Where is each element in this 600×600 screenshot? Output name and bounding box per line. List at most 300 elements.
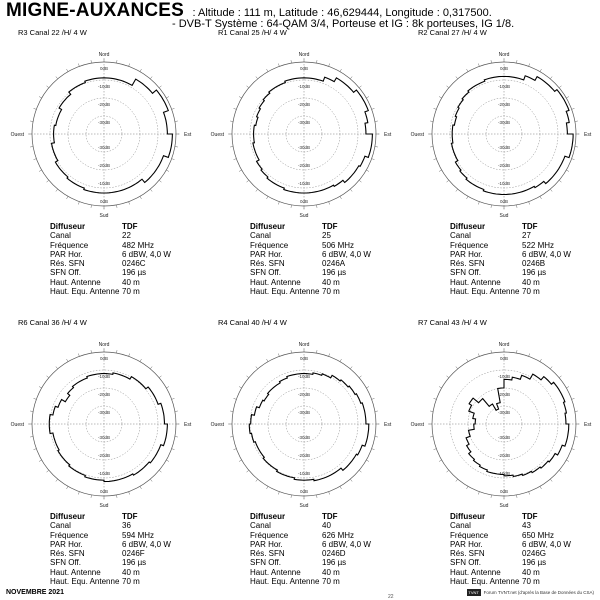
panel-r6 xyxy=(0,318,200,598)
ring-label: 0dB xyxy=(299,199,309,204)
info-value: TDF xyxy=(122,512,138,521)
tick-mark xyxy=(291,350,292,353)
info-value: 196 µs xyxy=(122,558,147,568)
site-coordinates: : Altitude : 111 m, Latitude : 46,629444, Longitude : 0,317500. xyxy=(192,7,492,19)
tick-mark xyxy=(78,492,79,495)
tick-mark xyxy=(30,437,33,438)
compass-label: Nord xyxy=(98,342,110,348)
tick-mark xyxy=(39,97,42,99)
tick-mark xyxy=(56,77,58,79)
tick-mark xyxy=(230,437,233,438)
ring-label: -10dB xyxy=(97,84,111,89)
transmitter-info xyxy=(250,222,371,296)
tick-mark xyxy=(140,359,142,362)
tick-mark xyxy=(234,108,237,109)
ring-label: -10dB xyxy=(97,471,111,476)
tick-mark xyxy=(529,202,530,205)
tick-mark xyxy=(150,77,152,79)
tick-mark xyxy=(340,359,342,362)
info-value: 70 m xyxy=(322,577,340,587)
info-key: Haut. Equ. Antenne xyxy=(450,577,520,587)
info-key: Fréquence xyxy=(450,240,489,250)
compass-label: Est xyxy=(184,422,192,428)
info-row xyxy=(50,250,171,259)
compass-label: Ouest xyxy=(10,132,24,138)
info-row xyxy=(250,540,371,549)
tick-mark xyxy=(430,147,433,148)
info-value: 70 m xyxy=(322,287,340,297)
tick-mark xyxy=(39,170,42,172)
tick-mark xyxy=(267,196,269,199)
info-value: TDF xyxy=(522,222,538,231)
info-row xyxy=(50,268,171,277)
tick-mark xyxy=(572,108,575,109)
ring-label: -10dB xyxy=(97,374,111,379)
info-key: Fréquence xyxy=(250,530,289,540)
compass-label: Ouest xyxy=(410,422,424,428)
info-row xyxy=(450,278,571,287)
ring-label: -20dB xyxy=(97,453,111,458)
info-value: 196 µs xyxy=(322,268,347,278)
transmitter-info xyxy=(250,512,371,586)
info-key: PAR Hor. xyxy=(250,539,283,549)
info-value: 43 xyxy=(522,521,531,531)
tick-mark xyxy=(566,97,569,99)
transmitter-info xyxy=(450,512,571,586)
info-value: 40 m xyxy=(122,277,140,287)
tick-mark xyxy=(372,449,375,450)
tick-mark xyxy=(375,147,378,148)
compass-label: Nord xyxy=(498,342,510,348)
tick-mark xyxy=(67,196,69,199)
tick-mark xyxy=(359,470,361,472)
radiation-pattern-chart xyxy=(200,34,400,222)
ring-label: 0dB xyxy=(499,356,509,361)
info-key: Haut. Equ. Antenne xyxy=(50,287,120,297)
tick-mark xyxy=(340,69,342,72)
info-key: Rés. SFN xyxy=(250,549,285,559)
info-row xyxy=(250,549,371,558)
tick-mark xyxy=(575,437,578,438)
tick-mark xyxy=(550,77,552,79)
transmitter-info xyxy=(450,222,571,296)
info-row xyxy=(50,512,171,521)
tick-mark xyxy=(491,350,492,353)
info-value: 0246F xyxy=(122,549,145,559)
tick-mark xyxy=(247,180,249,182)
info-value: 22 xyxy=(122,231,131,241)
info-row xyxy=(50,241,171,250)
info-key: Haut. Antenne xyxy=(250,567,301,577)
ring-label: -20dB xyxy=(497,102,511,107)
info-key: Canal xyxy=(250,231,271,241)
tick-mark xyxy=(572,449,575,450)
tick-mark xyxy=(175,147,178,148)
info-key: Rés. SFN xyxy=(50,549,85,559)
tick-mark xyxy=(467,69,469,72)
info-row xyxy=(450,268,571,277)
page-number: 22 xyxy=(388,594,394,600)
tick-mark xyxy=(150,367,152,369)
tick-mark xyxy=(239,170,242,172)
tick-mark xyxy=(559,376,561,378)
panel-label: R6 Canal 36 /H/ 4 W xyxy=(18,318,87,327)
antenna-pattern-line xyxy=(249,373,368,481)
antenna-pattern-line xyxy=(452,76,574,195)
info-key: PAR Hor. xyxy=(50,539,83,549)
antenna-pattern-line xyxy=(52,78,173,193)
tick-mark xyxy=(467,196,469,199)
tick-mark xyxy=(56,479,58,481)
info-value: 70 m xyxy=(122,287,140,297)
tick-mark xyxy=(117,60,118,63)
ring-label: -20dB xyxy=(97,102,111,107)
tick-mark xyxy=(517,205,518,208)
info-value: TDF xyxy=(522,512,538,521)
info-key: Diffuseur xyxy=(250,222,286,231)
tick-mark xyxy=(140,486,142,489)
tick-mark xyxy=(172,398,175,399)
compass-label: Est xyxy=(584,132,592,138)
compass-label: Ouest xyxy=(410,132,424,138)
tick-mark xyxy=(117,350,118,353)
info-key: Haut. Antenne xyxy=(50,277,101,287)
panel-label: R4 Canal 40 /H/ 4 W xyxy=(218,318,287,327)
tick-mark xyxy=(329,64,330,67)
info-row xyxy=(50,568,171,577)
tick-mark xyxy=(67,359,69,362)
panel-label: R7 Canal 43 /H/ 4 W xyxy=(418,318,487,327)
tick-mark xyxy=(540,196,542,199)
tick-mark xyxy=(150,479,152,481)
tick-mark xyxy=(517,350,518,353)
ring-label: -30dB xyxy=(297,410,311,415)
ring-label: -30dB xyxy=(97,435,111,440)
tick-mark xyxy=(430,121,433,122)
panel-r4 xyxy=(200,318,400,598)
ring-label: 0dB xyxy=(299,489,309,494)
tick-mark xyxy=(372,398,375,399)
info-value: 40 xyxy=(322,521,331,531)
tick-mark xyxy=(230,147,233,148)
info-row xyxy=(50,531,171,540)
ring-label: -10dB xyxy=(297,374,311,379)
info-row xyxy=(450,222,571,231)
tick-mark xyxy=(172,449,175,450)
info-row xyxy=(250,222,371,231)
tick-mark xyxy=(159,180,161,182)
ring-label: -30dB xyxy=(497,120,511,125)
info-row xyxy=(250,250,371,259)
compass-label: Sud xyxy=(299,213,309,219)
compass-label: Nord xyxy=(498,52,510,58)
tick-mark xyxy=(239,460,242,462)
info-key: Canal xyxy=(50,521,71,531)
tick-mark xyxy=(34,159,37,160)
info-value: 0246G xyxy=(522,549,547,559)
info-row xyxy=(450,259,571,268)
info-row xyxy=(450,287,571,296)
tick-mark xyxy=(175,121,178,122)
ring-label: -30dB xyxy=(497,410,511,415)
tick-mark xyxy=(478,354,479,357)
ring-label: -20dB xyxy=(497,163,511,168)
tick-mark xyxy=(78,64,79,67)
tick-mark xyxy=(350,77,352,79)
ring-label: -30dB xyxy=(497,435,511,440)
info-key: Haut. Equ. Antenne xyxy=(450,287,520,297)
tick-mark xyxy=(350,189,352,191)
ring-label: -30dB xyxy=(297,435,311,440)
tick-mark xyxy=(278,64,279,67)
info-value: 6 dBW, 4,0 W xyxy=(322,249,371,259)
tick-mark xyxy=(247,86,249,88)
info-row xyxy=(450,512,571,521)
info-key: Canal xyxy=(250,521,271,531)
info-key: PAR Hor. xyxy=(250,249,283,259)
info-value: 196 µs xyxy=(322,558,347,568)
info-row xyxy=(450,549,571,558)
info-value: TDF xyxy=(122,222,138,231)
dvbt-subtitle: - DVB-T Système : 64-QAM 3/4, Porteuse et IG : 8k porteuses, IG 1/8. xyxy=(172,18,515,30)
tick-mark xyxy=(291,60,292,63)
tick-mark xyxy=(256,479,258,481)
info-key: SFN Off. xyxy=(450,558,481,568)
tick-mark xyxy=(34,449,37,450)
info-key: Fréquence xyxy=(450,530,489,540)
tick-mark xyxy=(230,121,233,122)
tick-mark xyxy=(256,77,258,79)
tick-mark xyxy=(166,170,169,172)
transmitter-info xyxy=(50,512,171,586)
tick-mark xyxy=(267,359,269,362)
tick-mark xyxy=(30,411,33,412)
tick-mark xyxy=(56,367,58,369)
tick-mark xyxy=(239,387,242,389)
info-value: 0246B xyxy=(522,259,546,269)
tick-mark xyxy=(91,350,92,353)
ring-label: -10dB xyxy=(497,84,511,89)
tick-mark xyxy=(234,159,237,160)
info-row xyxy=(450,241,571,250)
info-value: 6 dBW, 4,0 W xyxy=(522,249,571,259)
info-key: PAR Hor. xyxy=(450,539,483,549)
info-value: 6 dBW, 4,0 W xyxy=(122,249,171,259)
tick-mark xyxy=(91,60,92,63)
tick-mark xyxy=(478,64,479,67)
info-row xyxy=(250,512,371,521)
info-row xyxy=(250,241,371,250)
info-row xyxy=(250,287,371,296)
info-row xyxy=(250,259,371,268)
info-key: Canal xyxy=(450,231,471,241)
info-key: Diffuseur xyxy=(450,512,486,521)
tick-mark xyxy=(447,376,449,378)
compass-label: Ouest xyxy=(10,422,24,428)
info-value: 0246A xyxy=(322,259,346,269)
tick-mark xyxy=(439,387,442,389)
info-value: 6 dBW, 4,0 W xyxy=(522,539,571,549)
compass-label: Sud xyxy=(299,503,309,509)
ring-label: -10dB xyxy=(97,181,111,186)
radiation-pattern-chart xyxy=(400,324,600,512)
tick-mark xyxy=(129,202,130,205)
tick-mark xyxy=(172,159,175,160)
tick-mark xyxy=(447,180,449,182)
tick-mark xyxy=(340,486,342,489)
tick-mark xyxy=(140,196,142,199)
tick-mark xyxy=(572,159,575,160)
radiation-pattern-chart xyxy=(0,324,200,512)
tick-mark xyxy=(78,202,79,205)
tick-mark xyxy=(247,376,249,378)
ring-label: -20dB xyxy=(497,453,511,458)
tick-mark xyxy=(166,97,169,99)
tick-mark xyxy=(540,359,542,362)
tick-mark xyxy=(434,159,437,160)
tick-mark xyxy=(56,189,58,191)
tick-mark xyxy=(234,398,237,399)
info-value: 6 dBW, 4,0 W xyxy=(322,539,371,549)
info-key: Fréquence xyxy=(50,240,89,250)
ring-label: -20dB xyxy=(97,392,111,397)
tick-mark xyxy=(456,189,458,191)
tick-mark xyxy=(239,97,242,99)
tick-mark xyxy=(375,411,378,412)
info-key: Rés. SFN xyxy=(50,259,85,269)
tick-mark xyxy=(372,159,375,160)
antenna-pattern-line xyxy=(253,77,373,193)
tick-mark xyxy=(491,205,492,208)
tick-mark xyxy=(559,180,561,182)
tick-mark xyxy=(329,202,330,205)
tick-mark xyxy=(478,202,479,205)
info-row xyxy=(50,549,171,558)
ring-label: -30dB xyxy=(97,410,111,415)
tick-mark xyxy=(375,121,378,122)
info-value: 482 MHz xyxy=(122,240,155,250)
info-row xyxy=(50,558,171,567)
compass-label: Sud xyxy=(499,503,509,509)
tick-mark xyxy=(91,205,92,208)
info-key: Haut. Equ. Antenne xyxy=(50,577,120,587)
tick-mark xyxy=(291,205,292,208)
info-key: Rés. SFN xyxy=(250,259,285,269)
info-row xyxy=(450,250,571,259)
info-value: 25 xyxy=(322,231,331,241)
tick-mark xyxy=(329,354,330,357)
info-value: 196 µs xyxy=(122,268,147,278)
tick-mark xyxy=(159,86,161,88)
info-key: SFN Off. xyxy=(50,268,81,278)
panel-label: R1 Canal 25 /H/ 4 W xyxy=(218,28,287,37)
panel-label: R2 Canal 27 /H/ 4 W xyxy=(418,28,487,37)
info-row xyxy=(450,531,571,540)
info-row xyxy=(250,231,371,240)
tick-mark xyxy=(575,411,578,412)
footer-date: NOVEMBRE 2021 xyxy=(6,589,64,596)
info-value: 70 m xyxy=(522,287,540,297)
ring-label: -10dB xyxy=(297,84,311,89)
compass-label: Nord xyxy=(298,342,310,348)
compass-label: Est xyxy=(184,132,192,138)
tick-mark xyxy=(78,354,79,357)
tick-mark xyxy=(317,350,318,353)
tick-mark xyxy=(467,359,469,362)
tick-mark xyxy=(529,492,530,495)
info-row xyxy=(450,521,571,530)
tick-mark xyxy=(559,470,561,472)
panel-r2 xyxy=(400,28,600,308)
tick-mark xyxy=(166,460,169,462)
compass-label: Est xyxy=(384,132,392,138)
info-value: TDF xyxy=(322,512,338,521)
tick-mark xyxy=(47,86,49,88)
tick-mark xyxy=(491,495,492,498)
tick-mark xyxy=(350,367,352,369)
tick-mark xyxy=(540,486,542,489)
tick-mark xyxy=(234,449,237,450)
info-key: SFN Off. xyxy=(50,558,81,568)
tick-mark xyxy=(340,196,342,199)
info-value: 0246D xyxy=(322,549,346,559)
info-row xyxy=(250,278,371,287)
info-row xyxy=(450,558,571,567)
tick-mark xyxy=(267,69,269,72)
info-row xyxy=(250,268,371,277)
info-value: 0246C xyxy=(122,259,146,269)
info-key: Haut. Antenne xyxy=(50,567,101,577)
compass-label: Est xyxy=(384,422,392,428)
tick-mark xyxy=(517,60,518,63)
tick-mark xyxy=(129,492,130,495)
ring-label: -10dB xyxy=(497,374,511,379)
tick-mark xyxy=(91,495,92,498)
footer-source xyxy=(467,589,594,596)
info-key: Haut. Antenne xyxy=(250,277,301,287)
tick-mark xyxy=(366,387,369,389)
tick-mark xyxy=(575,147,578,148)
ring-label: 0dB xyxy=(99,356,109,361)
tick-mark xyxy=(159,470,161,472)
tick-mark xyxy=(317,495,318,498)
tick-mark xyxy=(67,486,69,489)
compass-label: Ouest xyxy=(210,422,224,428)
info-row xyxy=(50,231,171,240)
info-key: SFN Off. xyxy=(450,268,481,278)
tick-mark xyxy=(291,495,292,498)
ring-label: -30dB xyxy=(297,145,311,150)
tick-mark xyxy=(175,411,178,412)
tick-mark xyxy=(172,108,175,109)
tick-mark xyxy=(117,495,118,498)
info-key: Canal xyxy=(450,521,471,531)
info-value: TDF xyxy=(322,222,338,231)
compass-label: Ouest xyxy=(210,132,224,138)
info-value: 27 xyxy=(522,231,531,241)
compass-label: Sud xyxy=(99,213,109,219)
info-key: PAR Hor. xyxy=(450,249,483,259)
tick-mark xyxy=(39,460,42,462)
tick-mark xyxy=(575,121,578,122)
ring-label: -20dB xyxy=(297,453,311,458)
tick-mark xyxy=(566,460,569,462)
tick-mark xyxy=(434,398,437,399)
info-value: 40 m xyxy=(322,277,340,287)
tick-mark xyxy=(317,60,318,63)
tick-mark xyxy=(566,387,569,389)
ring-label: 0dB xyxy=(299,356,309,361)
